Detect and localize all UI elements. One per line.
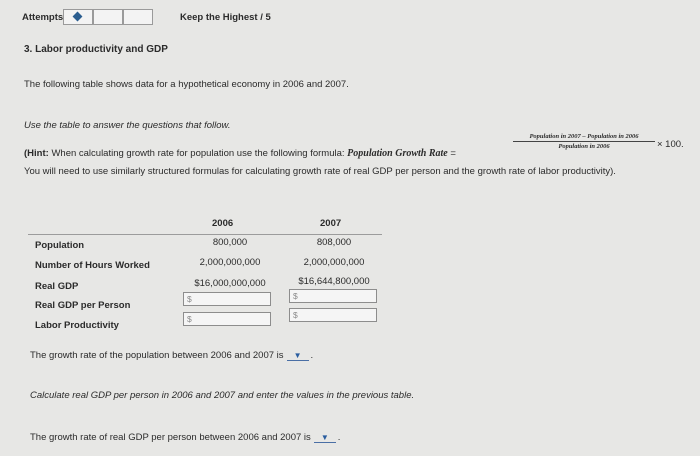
gdp-growth-dropdown[interactable]: ▼	[314, 433, 336, 443]
cell-population-2006: 800,000	[212, 237, 248, 248]
cell-population-2007: 808,000	[316, 237, 352, 248]
keep-highest-score: / 5	[260, 12, 271, 23]
row-label-hours: Number of Hours Worked	[35, 260, 150, 271]
labor-productivity-2007-input[interactable]: $	[289, 308, 377, 322]
attempts-label: Attempts	[22, 12, 64, 23]
diamond-icon	[73, 12, 83, 22]
formula-times-100: × 100.	[657, 139, 684, 150]
period: .	[310, 350, 314, 361]
column-header-2006: 2006	[212, 218, 234, 229]
row-label-gdp-per-person: Real GDP per Person	[35, 300, 131, 311]
row-label-population: Population	[35, 240, 85, 251]
cell-hours-2006: 2,000,000,000	[199, 257, 261, 268]
hint-note: You will need to use similarly structured formulas for calculating growth rate of real GDP per person and the growth rate of labor productivity).	[24, 166, 616, 177]
formula-denominator: Population in 2006	[558, 143, 610, 150]
formula-name: Population Growth Rate	[347, 148, 448, 159]
population-growth-dropdown[interactable]: ▼	[287, 351, 309, 361]
calculate-instructions: Calculate real GDP per person in 2006 and 2007 and enter the values in the previous table.	[30, 390, 415, 401]
growth-formula-fraction	[513, 133, 655, 150]
gdp-per-person-2007-input[interactable]: $	[289, 289, 377, 303]
keep-highest-text: Keep the Highest	[180, 12, 258, 23]
column-header-2007: 2007	[320, 218, 342, 229]
row-label-labor-productivity: Labor Productivity	[35, 320, 119, 331]
cell-real-gdp-2006: $16,000,000,000	[194, 278, 266, 289]
attempt-slot-1	[93, 9, 123, 25]
row-label-real-gdp: Real GDP	[35, 281, 79, 292]
formula-numerator: Population in 2007 – Population in 2006	[513, 133, 655, 142]
attempts-indicator	[63, 9, 93, 25]
formula-equals: =	[450, 148, 456, 159]
question-title: 3. Labor productivity and GDP	[24, 44, 168, 55]
attempt-slot-2	[123, 9, 153, 25]
hint-prefix: (Hint:	[24, 148, 49, 159]
hint-body: When calculating growth rate for population use the following formula:	[51, 148, 345, 159]
hint-text	[24, 148, 456, 159]
keep-highest-label	[180, 12, 271, 23]
gdp-growth-text: The growth rate of real GDP per person between 2006 and 2007 is	[30, 432, 311, 443]
period: .	[337, 432, 341, 443]
question-intro: The following table shows data for a hypothetical economy in 2006 and 2007.	[24, 79, 349, 90]
table-header-divider	[28, 234, 382, 235]
population-growth-prompt	[30, 350, 313, 361]
population-growth-text: The growth rate of the population between 2006 and 2007 is	[30, 350, 284, 361]
gdp-growth-prompt	[30, 432, 340, 443]
gdp-per-person-2006-input[interactable]: $	[183, 292, 271, 306]
question-instructions: Use the table to answer the questions that follow.	[24, 120, 231, 131]
cell-real-gdp-2007: $16,644,800,000	[298, 276, 370, 287]
labor-productivity-2006-input[interactable]: $	[183, 312, 271, 326]
cell-hours-2007: 2,000,000,000	[303, 257, 365, 268]
